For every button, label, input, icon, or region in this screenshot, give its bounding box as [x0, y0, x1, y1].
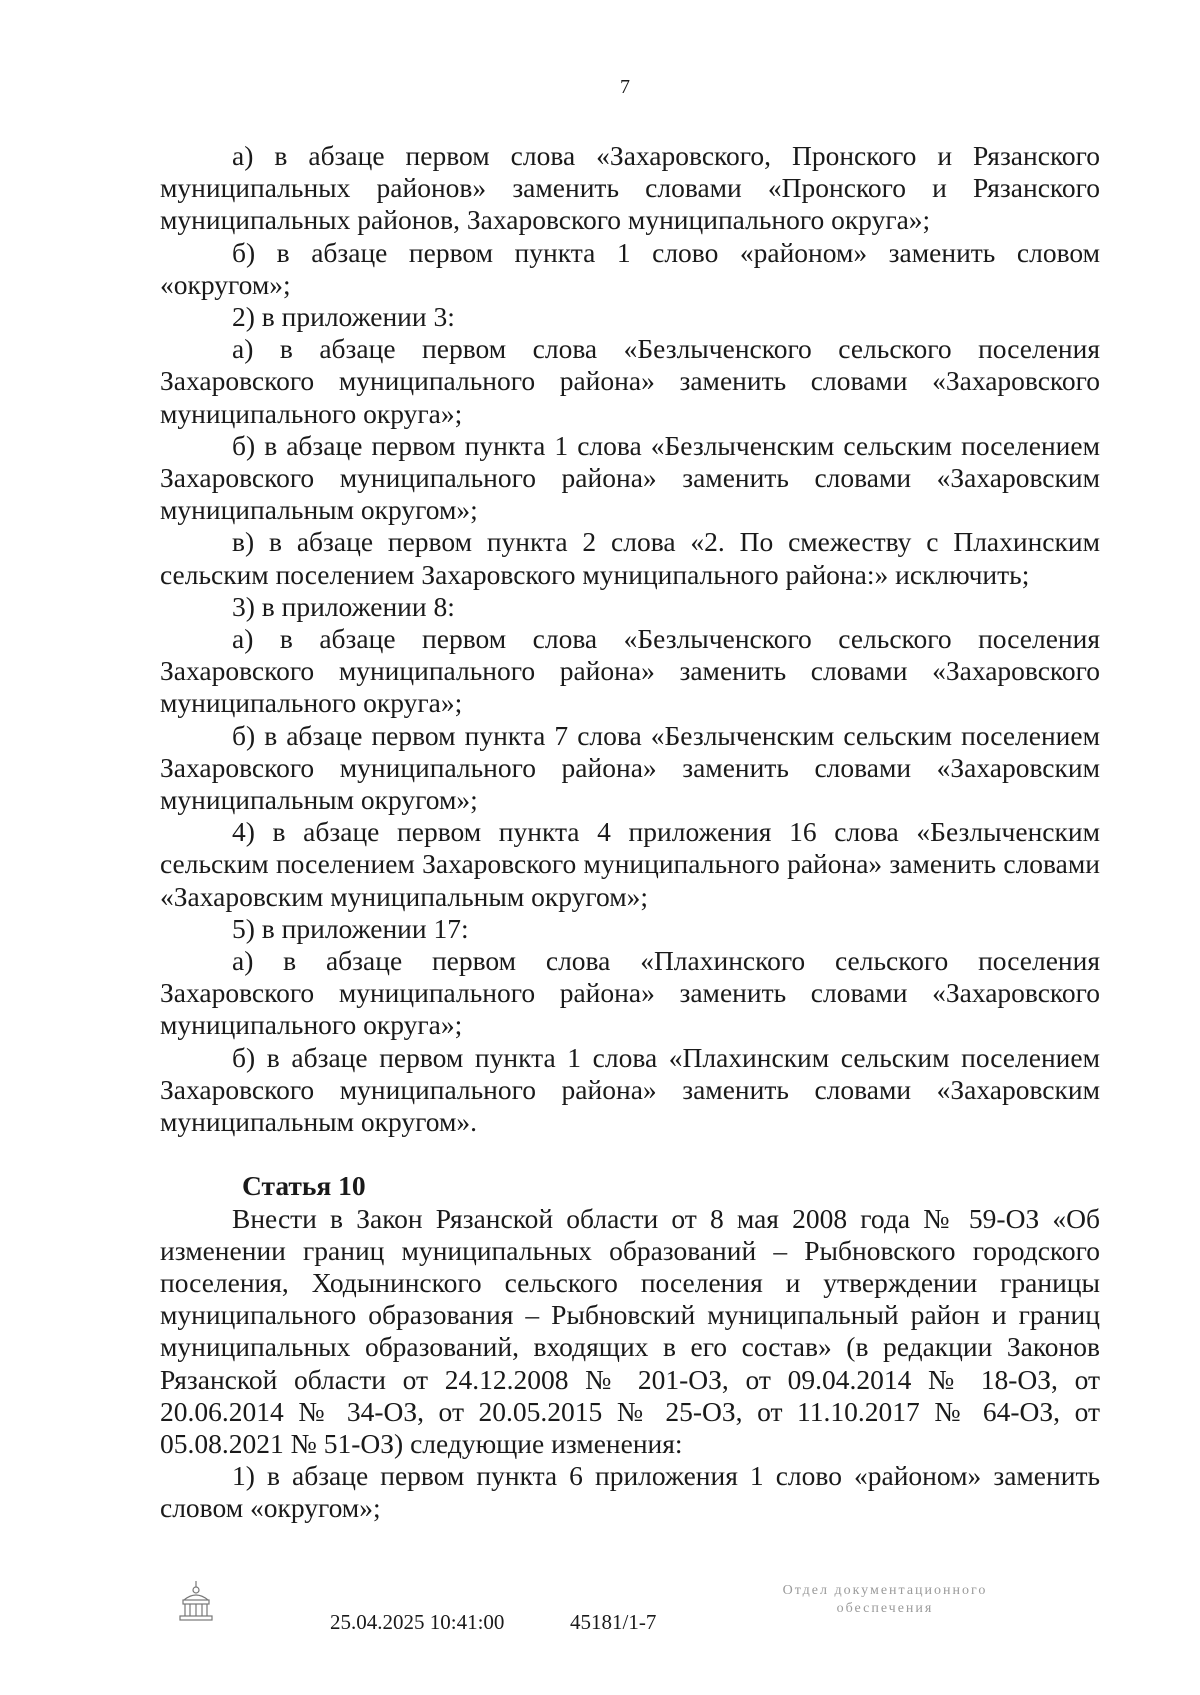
- page-number: 7: [620, 76, 630, 98]
- paragraph: в) в абзаце первом пункта 2 слова «2. По смежеству с Плахинским сельским поселением Захаровского муниципального района:» исключить;: [160, 526, 1100, 590]
- paragraph: а) в абзаце первом слова «Безлыченского сельского поселения Захаровского муниципального района» заменить словами «Захаровского муниципального округа»;: [160, 623, 1100, 719]
- spacer: [160, 1138, 1100, 1170]
- department-stamp: [740, 1582, 1030, 1618]
- paragraph: 2) в приложении 3:: [232, 301, 455, 333]
- paragraph: Внести в Закон Рязанской области от 8 мая 2008 года № 59-ОЗ «Об изменении границ муниципальных образований – Рыбновского городского поселения, Ходынинского сельского поселения и утверждении границы муниципального образования – Рыбновский муниципальный район и границ муниципальных образований, входящих в его состав» (в редакции Законов Рязанской области от 24.12.2008 № 201-ОЗ, от 09.04.2014 № 18-ОЗ, от 20.06.2014 № 34-ОЗ, от 20.05.2015 № 25-ОЗ, от 11.10.2017 № 64-ОЗ, от 05.08.2021 № 51-ОЗ) следующие изменения:: [160, 1202, 1100, 1459]
- paragraph: а) в абзаце первом слова «Плахинского сельского поселения Захаровского муниципального района» заменить словами «Захаровского муниципального округа»;: [160, 945, 1100, 1041]
- paragraph: б) в абзаце первом пункта 1 слова «Плахинским сельским поселением Захаровского муниципального района» заменить словами «Захаровским муниципальным округом».: [160, 1041, 1100, 1138]
- article-heading: Статья 10: [242, 1170, 366, 1202]
- paragraph: а) в абзаце первом слова «Захаровского, Пронского и Рязанского муниципальных районов» заменить словами «Пронского и Рязанского муниципальных районов, Захаровского муниципального округа»;: [160, 140, 1100, 236]
- paragraph: б) в абзаце первом пункта 7 слова «Безлыченским сельским поселением Захаровского муниципального района» заменить словами «Захаровским муниципальным округом»;: [160, 719, 1100, 816]
- stamp-line: обеспечения: [836, 1601, 934, 1616]
- footer-timestamp: 25.04.2025 10:41:00: [330, 1610, 505, 1634]
- paragraph: а) в абзаце первом слова «Безлыченского сельского поселения Захаровского муниципального района» заменить словами «Захаровского муниципального округа»;: [160, 333, 1100, 429]
- paragraph: б) в абзаце первом пункта 1 слово «районом» заменить словом «округом»;: [160, 236, 1100, 300]
- paragraph: 4) в абзаце первом пункта 4 приложения 16 слова «Безлыченским сельским поселением Захаровского муниципального района» заменить словами «Захаровским муниципальным округом»;: [160, 816, 1100, 912]
- paragraph: 1) в абзаце первом пункта 6 приложения 1 слово «районом» заменить словом «округом»;: [160, 1460, 1100, 1524]
- paragraph: 5) в приложении 17:: [232, 912, 469, 944]
- emblem-icon: [174, 1578, 218, 1624]
- footer-doc-code: 45181/1-7: [570, 1610, 657, 1634]
- stamp-line: Отдел документационного: [782, 1583, 988, 1598]
- paragraph: б) в абзаце первом пункта 1 слова «Безлыченским сельским поселением Захаровского муниципального района» заменить словами «Захаровским муниципальным округом»;: [160, 429, 1100, 526]
- paragraph: 3) в приложении 8:: [232, 590, 455, 622]
- document-body: [160, 140, 1100, 1525]
